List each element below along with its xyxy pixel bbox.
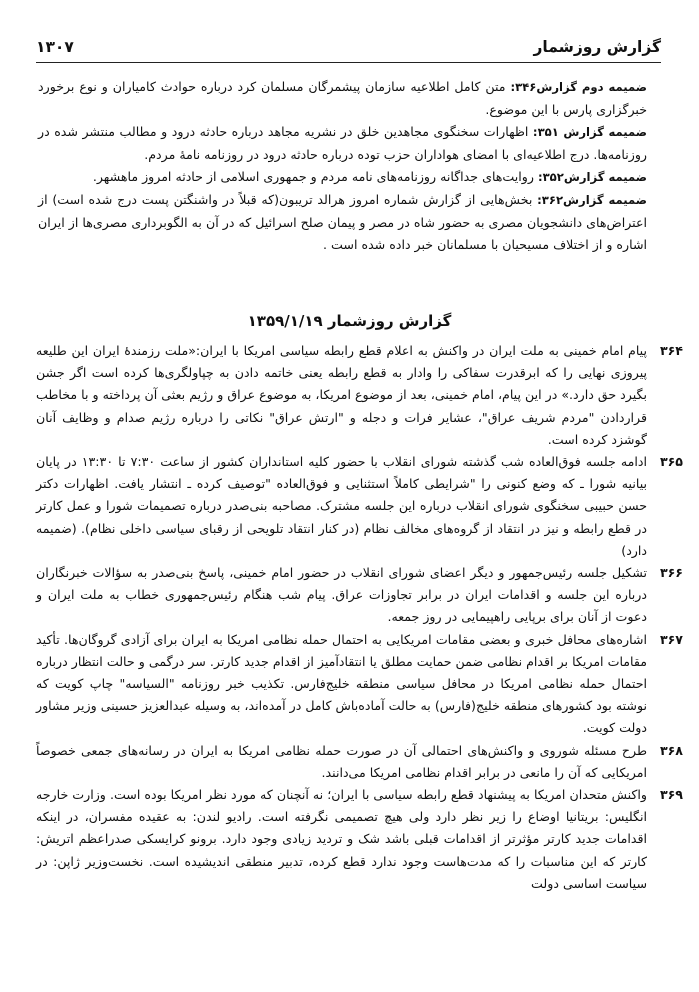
report-entry <box>36 451 683 562</box>
running-title: گزارش روزشمار <box>533 38 661 56</box>
appendix-item <box>38 76 647 121</box>
entry-text: طرح مسئله شوروی و واکنش‌های احتمالی آن در صورت حمله نظامی امریکا به ایران در رسانه‌های جمعی خصوصاً امریکایی که آن را مانعی در برابر اقدام نظامی امریکا می‌دانند. <box>36 742 647 780</box>
entry-number: ۳۶۶ <box>659 565 683 581</box>
appendix-label: ضمیمه گزارش۳۶۲: <box>537 192 647 207</box>
report-entries <box>36 340 683 895</box>
appendix-text: بخش‌هایی از گزارش شماره امروز هرالد تریبون(که قبلاً در واشنگتن پست درج شده است) از اعتراض‌های دانشجویان مصری به حضور شاه در مصر و پیمان صلح اسرائیل که در آن به الگوبرداری مصری‌ها از ایران اشاره و از اختلاف مسیحیان با مسلمانان خبر داده شده است . <box>38 191 647 253</box>
report-entry <box>36 740 683 784</box>
entry-text: ادامه جلسه فوق‌العاده شب گذشته شورای انقلاب با حضور کلیه استانداران کشور از ساعت ۷:۳۰ تا ۱۳:۳۰ در پایان بیانیه شورا ـ که وضع کنونی را "شرایطی کاملاً استثنایی و فوق‌العاده "توصیف کرده ـ انتشار یافت. اظهارات دکتر حسن حبیبی سخنگوی شورای انقلاب درباره این جلسه مشترک. مصاحبه بنی‌صدر درباره تصمیمات شورا و عمل کارتر در قطع رابطه و نیز در انتقاد از گروه‌های مخالف نظام (در کنار انتقاد تلویحی از رقبای سیاسی داخلی نظام). (ضمیمه دارد) <box>36 454 647 558</box>
appendix-notes <box>38 76 647 257</box>
entry-text: واکنش متحدان امریکا به پیشنهاد قطع رابطه سیاسی با ایران؛ نه آنچنان که مورد نظر امریکا بوده است. وزارت خارجه انگلیس: بریتانیا اوضاع را زیر نظر دارد ولی هیچ تصمیمی نگرفته است. رادیو لندن: به عقیده مفسران، در اینکه اقدامات جدید کارتر مؤثرتر از اقدامات قبلی باشد شک و تردید زیادی وجود دارد. برونو کرایسکی صدراعظم اتریش: کارتر که این مناسبات را که مدت‌هاست وجود ندارد قطع کرده، تدبیر منطقی اندیشیده است. نخست‌وزیر ژاپن: در سیاست اساسی دولت <box>36 787 647 891</box>
header-rule <box>36 62 661 63</box>
report-entry <box>36 340 683 451</box>
entry-number: ۳۶۸ <box>659 742 683 758</box>
appendix-text: اظهارات سخنگوی مجاهدین خلق در نشریه مجاهد درباره حادثه درود و مطالب منتشر شده در روزنامه‌ها. درج اطلاعیه‌ای با امضای هواداران حزب توده درباره حادثه درود در روزنامه نامهٔ مردم. <box>38 124 647 162</box>
appendix-item <box>38 121 647 166</box>
appendix-text: روایت‌های جداگانه روزنامه‌های نامه مردم و جمهوری اسلامی از حادثه امروز ماهشهر. <box>92 169 538 185</box>
entry-text: پیام امام خمینی به ملت ایران در واکنش به اعلام قطع رابطه سیاسی امریکا با ایران:«ملت رزمندهٔ ایران این طلیعه پیروزی نهایی را که ابرقدرت سفاکی را وادار به قطع رابطه یعنی خاتمه دادن به چپاولگری‌ها کرده است اگر جشن بگیرد حق دارد.» در این پیام، امام خمینی، بعد از موضوع امریکا، به موضوع عراق و رژیم بعثی آن پرداخته و با مخاطب قراردادن "مردم شریف عراق"، عشایر فرات و دجله و "ارتش عراق" نکاتی را درباره رژیم صدام و وظایف آنان گوشزد کرده است. <box>36 343 647 447</box>
page-header <box>36 30 661 56</box>
page-number: ۱۳۰۷ <box>36 38 74 56</box>
section-title: گزارش روزشمار ۱۳۵۹/۱/۱۹ <box>247 312 452 330</box>
appendix-label: ضمیمه دوم گزارش۳۴۶: <box>510 80 647 94</box>
appendix-text: متن کامل اطلاعیه سازمان پیشمرگان مسلمان کرد درباره حوادث کامیاران و نوع برخورد خبرگزاری پارس با این موضوع. <box>38 79 647 117</box>
appendix-item <box>38 189 647 257</box>
report-entry <box>36 629 683 740</box>
entry-number: ۳۶۹ <box>659 787 683 803</box>
appendix-label: ضمیمه گزارش ۳۵۱: <box>532 125 647 140</box>
appendix-item <box>38 166 647 189</box>
entry-text: اشاره‌های محافل خبری و بعضی مقامات امریکایی به احتمال حمله نظامی امریکا به ایران برای آزادی گروگان‌ها. تأکید مقامات امریکا بر اقدام نظامی ضمن حمایت مطلق یا انتقادآمیز از اقدام جدید کارتر. سر درگمی و حالت انتظار درباره احتمال حمله نظامی امریکا در محافل سیاسی منطقه خلیج‌فارس. تکذیب خبر روزنامه "السیاسه" چاپ کویت که نوشته بود کشورهای منطقه خلیج(فارس) به حالت آماده‌باش کامل در آمده‌اند، به وسیله عبدالعزیز حسینی وزیر مشاور دولت کویت. <box>36 631 647 736</box>
entry-number: ۳۶۷ <box>659 631 683 647</box>
appendix-label: ضمیمه گزارش۳۵۲: <box>537 170 647 185</box>
entry-number: ۳۶۵ <box>659 454 683 470</box>
entry-number: ۳۶۴ <box>659 343 683 358</box>
report-entry <box>36 562 683 629</box>
entry-text: تشکیل جلسه رئیس‌جمهور و دیگر اعضای شورای انقلاب در حضور امام خمینی، پاسخ بنی‌صدر به سؤالات خبرنگاران درباره این جلسه و اقدامات ایران در برابر تجاوزات عراق. پیام شب هنگام رئیس‌جمهوری خطاب به ملت ایران و دعوت از آنان برای برپایی راهپیمایی در روز جمعه. <box>36 565 647 625</box>
report-entry <box>36 784 683 895</box>
